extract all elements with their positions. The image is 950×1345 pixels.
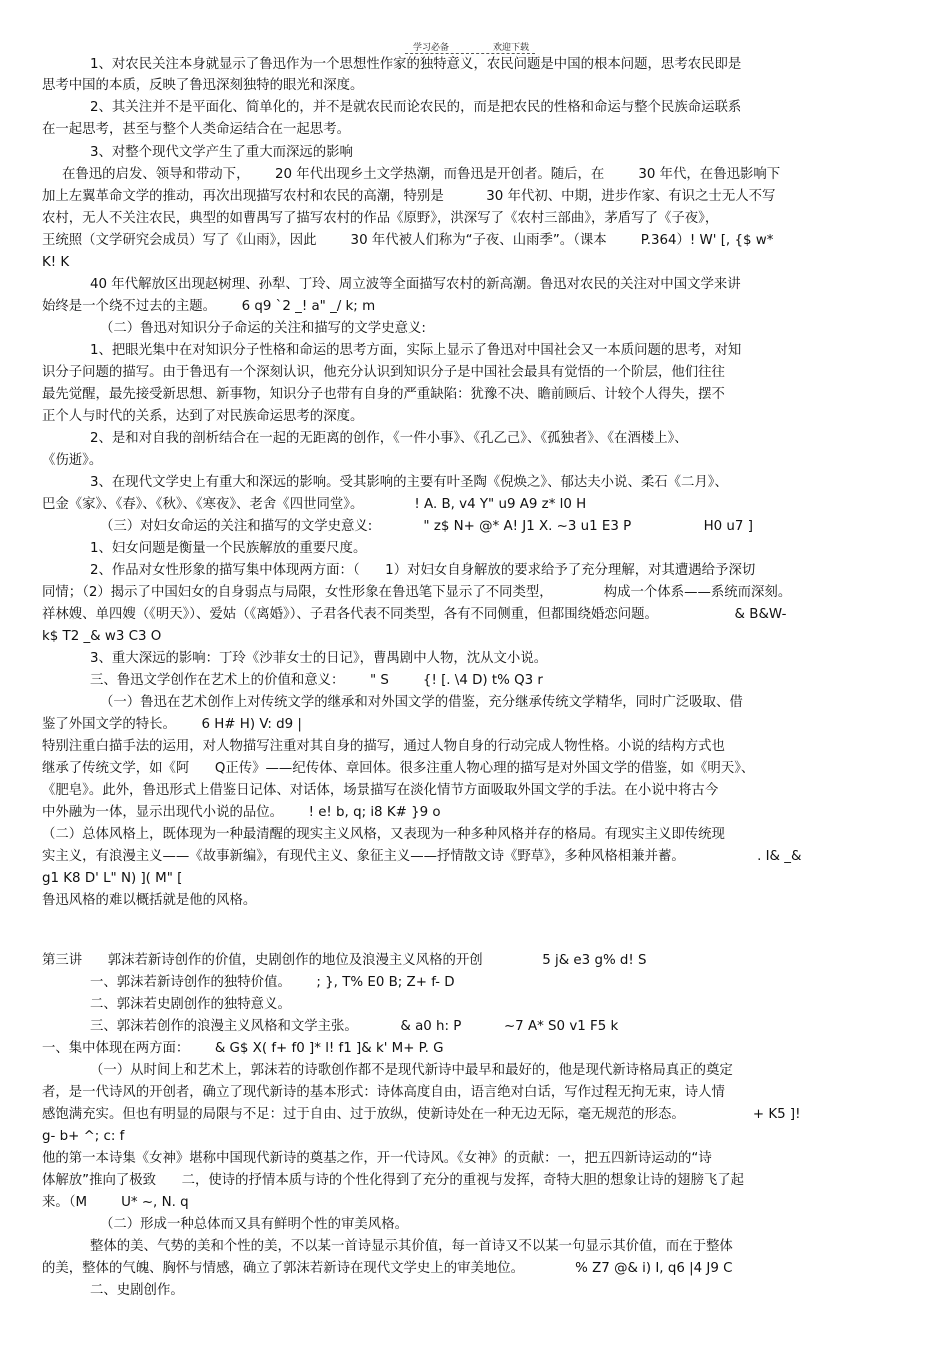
text-line: 1、对农民关注本身就显示了鲁迅作为一个思想性作家的独特意义，农民问题是中国的根本问题，思考农民即是 xyxy=(90,57,742,72)
text-line: 巴金《家》、《春》、《秋》、《寒夜》、老舍《四世同堂》。 ! A. B, v4 Y" u9 A9 z* l0 H xyxy=(42,497,587,512)
text-line: 2、是和对自我的剖析结合在一起的无距离的创作，《一件小事》、《孔乙己》、《孤独者》、《在酒楼上》、 xyxy=(90,431,688,446)
text-line: （二）总体风格上，既体现为一种最清醒的现实主义风格，又表现为一种多种风格并存的格局。有现实主义即传统现 xyxy=(42,827,725,842)
text-line: 三、鲁迅文学创作在艺术上的价值和意义： " S {! [. \4 D) t% Q3 r xyxy=(90,673,543,688)
text-line: 识分子问题的描写。由于鲁迅有一个深刻认识，他充分认识到知识分子是中国社会最具有觉悟的一个阶层，他们往往 xyxy=(42,365,725,380)
text-line: 鉴了外国文学的特长。 6 H# H) V: d9 | xyxy=(42,717,302,732)
header-right-text: 欢迎下载 xyxy=(493,43,530,53)
text-line: 《伤逝》。 xyxy=(42,453,103,468)
text-line: （一）从时间上和艺术上，郭沫若的诗歌创作都不是现代新诗中最早和最好的，他是现代新诗格局真正的奠定 xyxy=(90,1063,733,1078)
text-line: 3、对整个现代文学产生了重大而深远的影响 xyxy=(90,145,353,160)
text-line: （一）鲁迅在艺术创作上对传统文学的继承和对外国文学的借鉴，充分继承传统文学精华，同时广泛吸取、借 xyxy=(100,695,743,710)
text-line: 始终是一个绕不过去的主题。 6 q9 `2 _! a" _/ k; m xyxy=(42,299,376,314)
text-line: 祥林嫂、单四嫂（《明天》）、爱姑（《离婚》）、子君各代表不同类型，各有不同侧重，但都围绕婚恋问题。 & B&W- xyxy=(42,607,787,622)
text-line: 在一起思考，甚至与整个人类命运结合在一起思考。 xyxy=(42,122,350,137)
text-line: K! K xyxy=(42,255,70,270)
header-rule xyxy=(405,53,535,54)
text-line: 体解放”推向了极致 二，使诗的抒情本质与诗的个性化得到了充分的重视与发挥，奇特大胆的想象让诗的翅膀飞了起 xyxy=(42,1173,745,1188)
text-line: 整体的美、气势的美和个性的美，不以某一首诗显示其价值，每一首诗又不以某一句显示其价值，而在于整体 xyxy=(90,1239,733,1254)
text-line: 他的第一本诗集《女神》堪称中国现代新诗的奠基之作，开一代诗风。《女神》的贡献：一，把五四新诗运动的“诗 xyxy=(42,1151,712,1166)
text-line: 《肥皂》。此外，鲁迅形式上借鉴日记体、对话体，场景描写在淡化情节方面吸取外国文学的手法。在小说中将古今 xyxy=(42,783,719,798)
text-line: 中外融为一体，显示出现代小说的品位。 ! e! b, q; i8 K# }9 o xyxy=(42,805,441,820)
text-line: g1 K8 D' L" N) ]( M" [ xyxy=(42,871,183,886)
header-left-text: 学习必备 xyxy=(413,43,450,53)
text-line: 王统照（文学研究会成员）写了《山雨》，因此 30 年代被人们称为“子夜、山雨季”。（课本 P.364）! W' [, {$ w* xyxy=(42,233,774,248)
text-line: 农村，无人不关注农民，典型的如曹禺写了描写农村的作品《原野》，洪深写了《农村三部曲》，茅盾写了《子夜》， xyxy=(42,211,719,226)
text-line: 三、郭沫若创作的浪漫主义风格和文学主张。 & a0 h: P ~7 A* S0 v1 F5 k xyxy=(90,1019,619,1034)
text-line: 3、在现代文学史上有重大和深远的影响。受其影响的主要有叶圣陶《倪焕之》、郁达夫小说、柔石《二月》、 xyxy=(90,475,728,490)
text-line: 来。（M U* ~, N. q xyxy=(42,1195,189,1210)
text-line: 2、作品对女性形象的描写集中体现两方面：（ 1）对妇女自身解放的要求给予了充分理解，对其遭遇给予深切 xyxy=(90,563,756,578)
text-line: 加上左翼革命文学的推动，再次出现描写农村和农民的高潮，特别是 30 年代初、中期，进步作家、有识之士无人不写 xyxy=(42,189,776,204)
text-line: 二、郭沫若史剧创作的独特意义。 xyxy=(90,997,291,1012)
text-line: 最先觉醒，最先接受新思想、新事物，知识分子也带有自身的严重缺陷：犹豫不决、瞻前顾后、计较个人得失，摆不 xyxy=(42,387,725,402)
text-line: 1、妇女问题是衡量一个民族解放的重要尺度。 xyxy=(90,541,367,556)
text-line: 同情；（2）揭示了中国妇女的自身弱点与局限，女性形象在鲁迅笔下显示了不同类型， 构成一个体系——系统而深刻。 xyxy=(42,585,792,600)
text-line: 二、史剧创作。 xyxy=(90,1283,184,1298)
text-line: 正个人与时代的关系，达到了对民族命运思考的深度。 xyxy=(42,409,364,424)
text-line: 继承了传统文学，如《阿 Q正传》——纪传体、章回体。很多注重人物心理的描写是对外国文学的借鉴，如《明天》、 xyxy=(42,761,755,776)
text-line: 在鲁迅的启发、领导和带动下， 20 年代出现乡土文学热潮，而鲁迅是开创者。随后，在 30 年代，在鲁迅影响下 xyxy=(62,167,781,182)
text-line: 的美，整体的气魄、胸怀与情感，确立了郭沫若新诗在现代文学史上的审美地位。 % Z7 @& i) I, q6 |4 J9 C xyxy=(42,1261,733,1276)
text-line: 思考中国的本质，反映了鲁迅深刻独特的眼光和深度。 xyxy=(42,78,364,93)
text-line: 实主义，有浪漫主义——《故事新编》，有现代主义、象征主义——抒情散文诗《野草》，多种风格相兼并蓄。 . I& _& xyxy=(42,849,802,864)
text-line: 鲁迅风格的难以概括就是他的风格。 xyxy=(42,893,257,908)
text-line: k$ T2 _& w3 C3 O xyxy=(42,629,162,644)
text-line: 3、重大深远的影响：丁玲《沙菲女士的日记》，曹禺剧中人物，沈从文小说。 xyxy=(90,651,548,666)
text-line: 感饱满充实。但也有明显的局限与不足：过于自由、过于放纵，使新诗处在一种无边无际，毫无规范的形态。 + K5 ]! xyxy=(42,1107,801,1122)
text-line: 者，是一代诗风的开创者，确立了现代新诗的基本形式：诗体高度自由，语言绝对白话，写作过程无拘无束，诗人情 xyxy=(42,1085,725,1100)
text-line: 2、其关注并不是平面化、简单化的，并不是就农民而论农民的，而是把农民的性格和命运与整个民族命运联系 xyxy=(90,100,742,115)
text-line: （二）形成一种总体而又具有鲜明个性的审美风格。 xyxy=(100,1217,408,1232)
text-line: 一、郭沫若新诗创作的独特价值。 ; }, T% E0 B; Z+ f- D xyxy=(90,975,455,990)
text-line: 1、把眼光集中在对知识分子性格和命运的思考方面，实际上显示了鲁迅对中国社会又一本质问题的思考，对知 xyxy=(90,343,742,358)
text-line: g- b+ ^; c: f xyxy=(42,1129,125,1144)
text-line: 特别注重白描手法的运用，对人物描写注重对其自身的描写，通过人物自身的行动完成人物性格。小说的结构方式也 xyxy=(42,739,725,754)
text-line: 第三讲 郭沫若新诗创作的价值，史剧创作的地位及浪漫主义风格的开创 5 j& e3 g% d! S xyxy=(42,953,647,968)
text-line: （三）对妇女命运的关注和描写的文学史意义: " z$ N+ @* A! J1 X. ~3 u1 E3 P H0 u7 ] xyxy=(100,519,753,534)
text-line: （二）鲁迅对知识分子命运的关注和描写的文学史意义: xyxy=(100,321,426,336)
text-line: 一、集中体现在两方面： & G$ X( f+ f0 ]* l! f1 ]& k' M+ P. G xyxy=(42,1041,444,1056)
text-line: 40 年代解放区出现赵树理、孙犁、丁玲、周立波等全面描写农村的新高潮。鲁迅对农民的关注对中国文学来讲 xyxy=(90,277,741,292)
